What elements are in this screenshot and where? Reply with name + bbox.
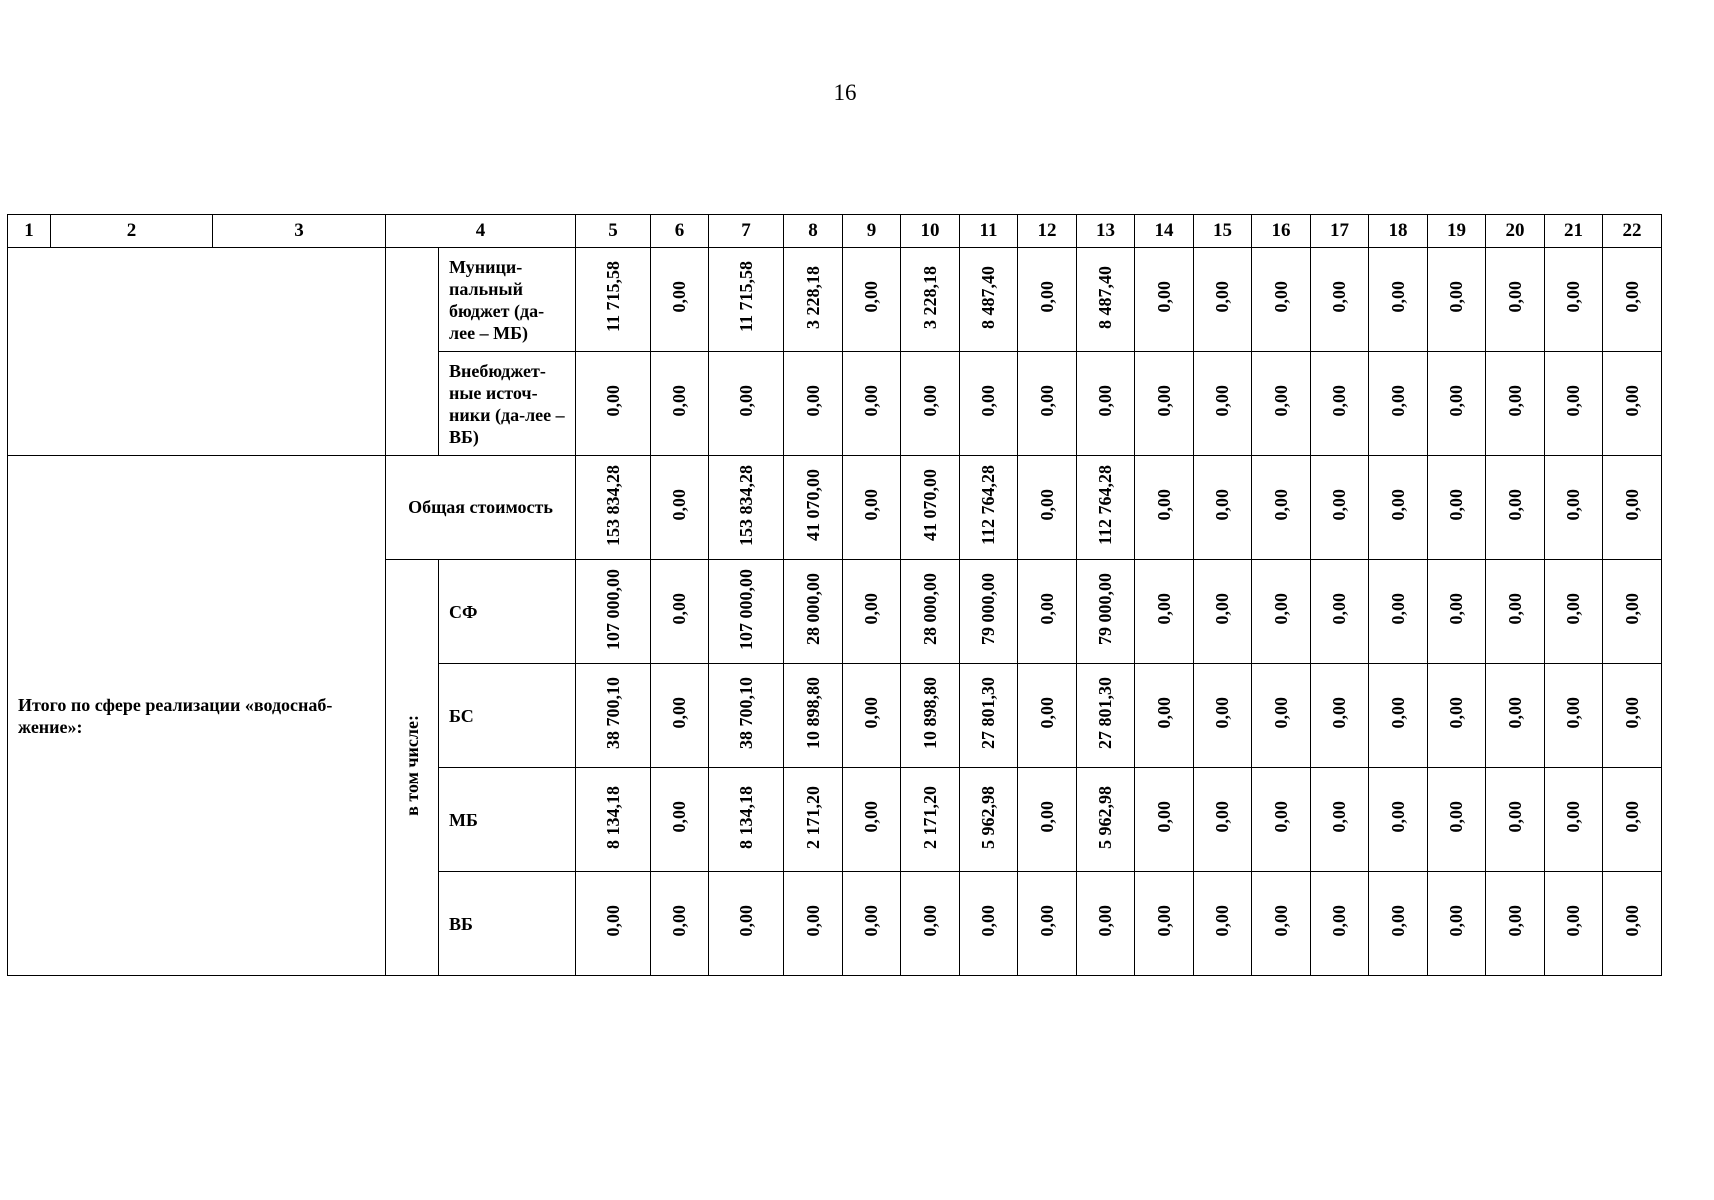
value-cell xyxy=(1603,560,1662,664)
cell-value: 8 487,40 xyxy=(978,265,998,329)
value-cell xyxy=(1135,664,1194,768)
cell-value: 0,00 xyxy=(1036,385,1057,417)
cell-value: 107 000,00 xyxy=(602,568,623,650)
cell-value: 0,00 xyxy=(1504,281,1525,313)
value-cell xyxy=(1311,456,1369,560)
cell-value: 41 070,00 xyxy=(919,469,940,541)
column-header: 18 xyxy=(1369,215,1428,248)
cell-value: 0,00 xyxy=(1563,593,1583,625)
table-row xyxy=(8,248,1662,352)
column-header: 22 xyxy=(1603,215,1662,248)
value-cell xyxy=(1077,248,1135,352)
value-cell xyxy=(1194,352,1252,456)
cell-value: 0,00 xyxy=(802,385,823,417)
column-header: 9 xyxy=(843,215,901,248)
cell-value: 0,00 xyxy=(1036,281,1057,313)
cell-value: 38 700,10 xyxy=(602,677,623,749)
column-header: 20 xyxy=(1486,215,1545,248)
value-cell xyxy=(1252,768,1311,872)
cell-value: 2 171,20 xyxy=(919,785,940,849)
cell-value: 0,00 xyxy=(1621,905,1642,937)
cell-value: 27 801,30 xyxy=(1095,677,1115,749)
column-header: 19 xyxy=(1428,215,1486,248)
value-cell xyxy=(651,664,709,768)
value-cell xyxy=(1194,664,1252,768)
value-cell xyxy=(576,248,651,352)
including-label xyxy=(386,560,439,976)
value-cell xyxy=(1018,456,1077,560)
cell-value: 153 834,28 xyxy=(735,464,756,546)
value-cell xyxy=(1486,456,1545,560)
cell-value: 0,00 xyxy=(1095,385,1115,417)
cell-value: 0,00 xyxy=(1036,801,1057,833)
value-cell xyxy=(1369,560,1428,664)
cell-value: 79 000,00 xyxy=(978,573,998,645)
cell-value: 0,00 xyxy=(1212,801,1232,833)
cell-value: 79 000,00 xyxy=(1095,573,1115,645)
cell-value: 0,00 xyxy=(1329,905,1349,937)
value-cell xyxy=(1077,664,1135,768)
cell-value: 0,00 xyxy=(1563,801,1583,833)
cell-value: 0,00 xyxy=(1621,385,1642,417)
column-header: 12 xyxy=(1018,215,1077,248)
value-cell xyxy=(1545,456,1603,560)
value-cell xyxy=(576,456,651,560)
cell-value: 0,00 xyxy=(1504,385,1525,417)
cell-value: 0,00 xyxy=(602,385,623,417)
value-cell xyxy=(576,352,651,456)
value-cell xyxy=(1428,768,1486,872)
cell-value: 0,00 xyxy=(1621,801,1642,833)
column-header: 1 xyxy=(8,215,51,248)
cell-value: 0,00 xyxy=(919,385,940,417)
value-cell xyxy=(1311,352,1369,456)
value-cell xyxy=(1428,456,1486,560)
cell-value: 0,00 xyxy=(1036,697,1057,729)
value-cell xyxy=(709,456,784,560)
cell-value: 0,00 xyxy=(1563,385,1583,417)
cell-value: 153 834,28 xyxy=(602,464,623,546)
value-cell xyxy=(1018,248,1077,352)
cell-value: 107 000,00 xyxy=(735,568,756,650)
cell-value: 0,00 xyxy=(669,281,689,313)
cell-value: 0,00 xyxy=(1153,801,1174,833)
cell-value: 0,00 xyxy=(1153,905,1174,937)
value-cell xyxy=(1135,872,1194,976)
including-text: в том числе: xyxy=(401,714,422,816)
cell-value: 112 764,28 xyxy=(1095,464,1115,545)
cell-value: 8 487,40 xyxy=(1095,265,1115,329)
empty-cell xyxy=(386,248,439,456)
value-cell xyxy=(1428,248,1486,352)
cell-value: 0,00 xyxy=(1387,801,1408,833)
value-cell xyxy=(1369,352,1428,456)
value-cell xyxy=(1428,872,1486,976)
value-cell xyxy=(784,352,843,456)
value-cell xyxy=(651,560,709,664)
value-cell xyxy=(651,456,709,560)
cell-value: 0,00 xyxy=(1387,905,1408,937)
cell-value: 0,00 xyxy=(1329,801,1349,833)
value-cell xyxy=(1545,352,1603,456)
cell-value: 0,00 xyxy=(1212,905,1232,937)
cell-value: 41 070,00 xyxy=(802,469,823,541)
value-cell xyxy=(1135,456,1194,560)
value-cell xyxy=(843,560,901,664)
value-cell xyxy=(1018,664,1077,768)
value-cell xyxy=(1135,352,1194,456)
value-cell xyxy=(576,768,651,872)
value-cell xyxy=(1135,560,1194,664)
value-cell xyxy=(1077,872,1135,976)
cell-value: 112 764,28 xyxy=(978,464,998,545)
cell-value: 28 000,00 xyxy=(919,573,940,645)
funding-source-label: МБ xyxy=(439,768,576,872)
cell-value: 0,00 xyxy=(1504,593,1525,625)
column-header: 7 xyxy=(709,215,784,248)
value-cell xyxy=(1252,872,1311,976)
value-cell xyxy=(1311,664,1369,768)
value-cell xyxy=(1252,248,1311,352)
cell-value: 0,00 xyxy=(861,489,881,521)
value-cell xyxy=(1018,560,1077,664)
cell-value: 0,00 xyxy=(1621,697,1642,729)
column-header: 16 xyxy=(1252,215,1311,248)
funding-source-label: СФ xyxy=(439,560,576,664)
value-cell xyxy=(901,352,960,456)
column-header: 3 xyxy=(213,215,386,248)
cell-value: 0,00 xyxy=(861,697,881,729)
value-cell xyxy=(1486,768,1545,872)
value-cell xyxy=(709,872,784,976)
value-cell xyxy=(1311,872,1369,976)
cell-value: 0,00 xyxy=(1446,593,1466,625)
cell-value: 0,00 xyxy=(1387,489,1408,521)
value-cell xyxy=(1018,352,1077,456)
cell-value: 0,00 xyxy=(1212,281,1232,313)
cell-value: 38 700,10 xyxy=(735,677,756,749)
cell-value: 0,00 xyxy=(1270,697,1291,729)
value-cell xyxy=(1486,664,1545,768)
cell-value: 0,00 xyxy=(1446,697,1466,729)
cell-value: 0,00 xyxy=(1270,489,1291,521)
cell-value: 8 134,18 xyxy=(735,785,756,849)
value-cell xyxy=(1018,872,1077,976)
cell-value: 27 801,30 xyxy=(978,677,998,749)
cell-value: 0,00 xyxy=(802,905,823,937)
value-cell xyxy=(576,560,651,664)
cell-value: 2 171,20 xyxy=(802,785,823,849)
value-cell xyxy=(960,872,1018,976)
cell-value: 0,00 xyxy=(669,385,689,417)
value-cell xyxy=(784,560,843,664)
column-header: 2 xyxy=(51,215,213,248)
cell-value: 0,00 xyxy=(861,801,881,833)
empty-cell xyxy=(8,248,386,456)
value-cell xyxy=(1252,664,1311,768)
total-row xyxy=(8,456,1662,560)
cell-value: 8 134,18 xyxy=(602,785,623,849)
value-cell xyxy=(1369,664,1428,768)
cell-value: 0,00 xyxy=(1563,281,1583,313)
cell-value: 28 000,00 xyxy=(802,573,823,645)
value-cell xyxy=(843,872,901,976)
cell-value: 0,00 xyxy=(1621,593,1642,625)
cell-value: 0,00 xyxy=(1329,593,1349,625)
cell-value: 0,00 xyxy=(1563,905,1583,937)
value-cell xyxy=(784,872,843,976)
cell-value: 0,00 xyxy=(669,489,689,521)
value-cell xyxy=(784,248,843,352)
column-header: 14 xyxy=(1135,215,1194,248)
value-cell xyxy=(651,352,709,456)
cell-value: 0,00 xyxy=(1446,489,1466,521)
value-cell xyxy=(960,456,1018,560)
column-header: 5 xyxy=(576,215,651,248)
value-cell xyxy=(784,664,843,768)
value-cell xyxy=(1545,872,1603,976)
value-cell xyxy=(1603,872,1662,976)
cell-value: 0,00 xyxy=(1153,489,1174,521)
cell-value: 0,00 xyxy=(1563,697,1583,729)
value-cell xyxy=(843,664,901,768)
cell-value: 0,00 xyxy=(1036,905,1057,937)
cell-value: 0,00 xyxy=(1270,905,1291,937)
value-cell xyxy=(709,248,784,352)
cell-value: 0,00 xyxy=(1329,385,1349,417)
column-header: 17 xyxy=(1311,215,1369,248)
cell-value: 0,00 xyxy=(1621,489,1642,521)
cell-value: 0,00 xyxy=(1212,385,1232,417)
value-cell xyxy=(1603,456,1662,560)
value-cell xyxy=(1545,664,1603,768)
value-cell xyxy=(1369,768,1428,872)
cell-value: 0,00 xyxy=(1504,697,1525,729)
value-cell xyxy=(1486,872,1545,976)
cell-value: 0,00 xyxy=(1387,281,1408,313)
funding-source-label: Внебюджет-ные источ-ники (да-лее – ВБ) xyxy=(439,352,576,456)
value-cell xyxy=(843,352,901,456)
cell-value: 0,00 xyxy=(602,905,623,937)
column-header: 6 xyxy=(651,215,709,248)
cell-value: 0,00 xyxy=(1036,593,1057,625)
cell-value: 0,00 xyxy=(735,905,756,937)
value-cell xyxy=(1135,248,1194,352)
value-cell xyxy=(1603,248,1662,352)
value-cell xyxy=(1428,352,1486,456)
cell-value: 3 228,18 xyxy=(802,265,823,329)
cell-value: 3 228,18 xyxy=(919,265,940,329)
cell-value: 0,00 xyxy=(1329,489,1349,521)
value-cell xyxy=(1252,560,1311,664)
column-header: 13 xyxy=(1077,215,1135,248)
value-cell xyxy=(1428,560,1486,664)
value-cell xyxy=(1077,560,1135,664)
value-cell xyxy=(1194,248,1252,352)
value-cell xyxy=(843,456,901,560)
value-cell xyxy=(1077,768,1135,872)
funding-source-label: ВБ xyxy=(439,872,576,976)
cell-value: 0,00 xyxy=(669,697,689,729)
value-cell xyxy=(1603,768,1662,872)
cell-value: 0,00 xyxy=(1329,281,1349,313)
value-cell xyxy=(1018,768,1077,872)
cell-value: 0,00 xyxy=(978,905,998,937)
cell-value: 0,00 xyxy=(1270,385,1291,417)
value-cell xyxy=(901,872,960,976)
value-cell xyxy=(651,768,709,872)
cell-value: 0,00 xyxy=(1153,281,1174,313)
column-header: 15 xyxy=(1194,215,1252,248)
value-cell xyxy=(901,664,960,768)
cell-value: 0,00 xyxy=(1621,281,1642,313)
value-cell xyxy=(1545,560,1603,664)
cell-value: 0,00 xyxy=(1212,697,1232,729)
value-cell xyxy=(1311,560,1369,664)
cell-value: 0,00 xyxy=(1212,489,1232,521)
cell-value: 0,00 xyxy=(861,905,881,937)
value-cell xyxy=(651,248,709,352)
cell-value: 10 898,80 xyxy=(919,677,940,749)
value-cell xyxy=(709,664,784,768)
cell-value: 0,00 xyxy=(1387,697,1408,729)
value-cell xyxy=(709,560,784,664)
value-cell xyxy=(709,352,784,456)
column-header: 10 xyxy=(901,215,960,248)
cell-value: 0,00 xyxy=(1446,905,1466,937)
cell-value: 11 715,58 xyxy=(735,261,756,333)
value-cell xyxy=(784,456,843,560)
value-cell xyxy=(960,664,1018,768)
value-cell xyxy=(843,768,901,872)
value-cell xyxy=(960,768,1018,872)
value-cell xyxy=(1252,456,1311,560)
cell-value: 0,00 xyxy=(1446,281,1466,313)
cell-value: 0,00 xyxy=(1153,697,1174,729)
value-cell xyxy=(1369,456,1428,560)
cell-value: 0,00 xyxy=(1329,697,1349,729)
value-cell xyxy=(1603,664,1662,768)
value-cell xyxy=(1486,248,1545,352)
value-cell xyxy=(1194,456,1252,560)
value-cell xyxy=(576,872,651,976)
page-number: 16 xyxy=(833,80,857,105)
cell-value: 0,00 xyxy=(1446,801,1466,833)
value-cell xyxy=(901,768,960,872)
cell-value: 0,00 xyxy=(1270,801,1291,833)
section-name: Итого по сфере реализации «водоснаб-жение»: xyxy=(8,456,386,976)
value-cell xyxy=(960,560,1018,664)
value-cell xyxy=(576,664,651,768)
cell-value: 5 962,98 xyxy=(1095,785,1115,849)
value-cell xyxy=(1311,768,1369,872)
cell-value: 0,00 xyxy=(1270,281,1291,313)
value-cell xyxy=(709,768,784,872)
value-cell xyxy=(1252,352,1311,456)
cell-value: 0,00 xyxy=(735,385,756,417)
column-header: 8 xyxy=(784,215,843,248)
value-cell xyxy=(784,768,843,872)
cell-value: 0,00 xyxy=(1153,593,1174,625)
cell-value: 0,00 xyxy=(1504,905,1525,937)
column-header: 11 xyxy=(960,215,1018,248)
value-cell xyxy=(1194,768,1252,872)
value-cell xyxy=(960,248,1018,352)
value-cell xyxy=(1545,768,1603,872)
value-cell xyxy=(1369,872,1428,976)
cell-value: 0,00 xyxy=(1036,489,1057,521)
value-cell xyxy=(960,352,1018,456)
budget-table xyxy=(7,214,1662,976)
cell-value: 0,00 xyxy=(1153,385,1174,417)
cell-value: 0,00 xyxy=(1504,801,1525,833)
value-cell xyxy=(1194,872,1252,976)
value-cell xyxy=(1194,560,1252,664)
value-cell xyxy=(1077,352,1135,456)
value-cell xyxy=(1369,248,1428,352)
funding-source-label: Муници-пальный бюджет (да-лее – МБ) xyxy=(439,248,576,352)
cell-value: 0,00 xyxy=(861,281,881,313)
value-cell xyxy=(901,456,960,560)
cell-value: 0,00 xyxy=(1504,489,1525,521)
cell-value: 0,00 xyxy=(1446,385,1466,417)
column-header: 4 xyxy=(386,215,576,248)
value-cell xyxy=(1077,456,1135,560)
cell-value: 0,00 xyxy=(1095,905,1115,937)
cell-value: 0,00 xyxy=(978,385,998,417)
cell-value: 0,00 xyxy=(1212,593,1232,625)
total-cost-label: Общая стоимость xyxy=(386,456,576,560)
value-cell xyxy=(1486,352,1545,456)
cell-value: 0,00 xyxy=(861,385,881,417)
value-cell xyxy=(1545,248,1603,352)
header-row xyxy=(8,215,1662,248)
cell-value: 0,00 xyxy=(1270,593,1291,625)
value-cell xyxy=(901,248,960,352)
cell-value: 0,00 xyxy=(861,593,881,625)
value-cell xyxy=(901,560,960,664)
value-cell xyxy=(1428,664,1486,768)
cell-value: 5 962,98 xyxy=(978,785,998,849)
value-cell xyxy=(1603,352,1662,456)
value-cell xyxy=(1135,768,1194,872)
cell-value: 0,00 xyxy=(1563,489,1583,521)
funding-source-label: БС xyxy=(439,664,576,768)
value-cell xyxy=(651,872,709,976)
value-cell xyxy=(843,248,901,352)
cell-value: 0,00 xyxy=(919,905,940,937)
column-header: 21 xyxy=(1545,215,1603,248)
cell-value: 0,00 xyxy=(669,593,689,625)
cell-value: 0,00 xyxy=(1387,593,1408,625)
value-cell xyxy=(1311,248,1369,352)
cell-value: 0,00 xyxy=(669,801,689,833)
cell-value: 0,00 xyxy=(1387,385,1408,417)
cell-value: 11 715,58 xyxy=(602,261,623,333)
value-cell xyxy=(1486,560,1545,664)
cell-value: 0,00 xyxy=(669,905,689,937)
cell-value: 10 898,80 xyxy=(802,677,823,749)
